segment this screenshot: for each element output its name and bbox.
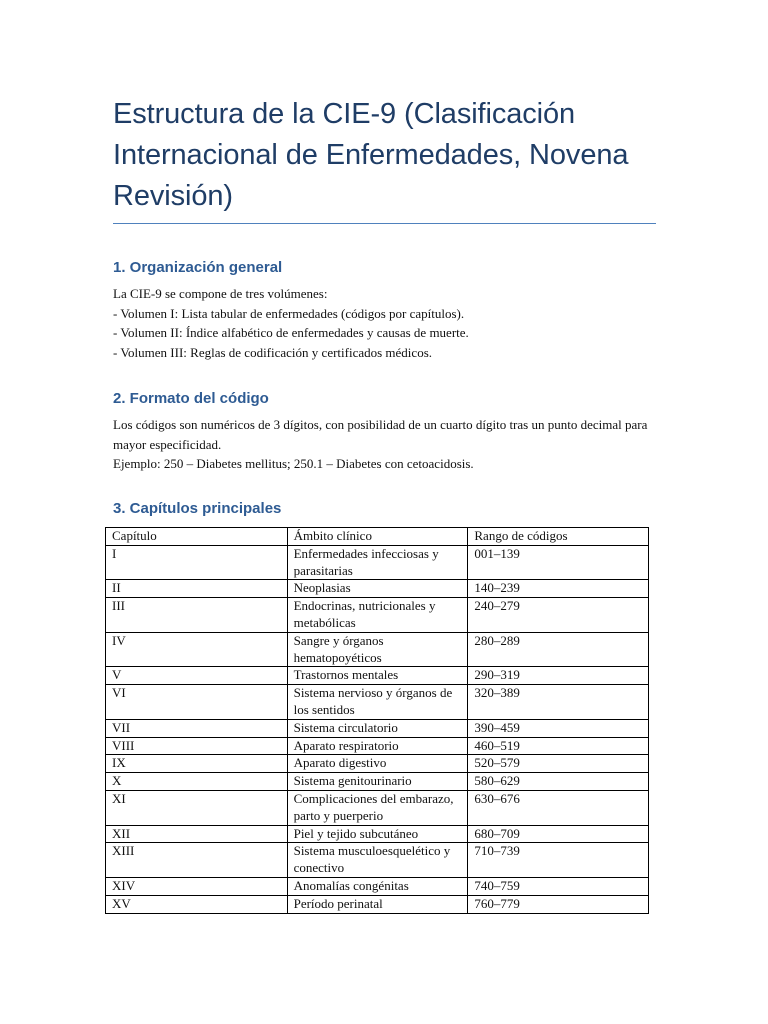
body-line: La CIE-9 se compone de tres volúmenes: [113,286,328,301]
code-range-cell: 001–139 [468,545,649,580]
scope-cell: Trastornos mentales [287,667,468,685]
code-range-cell: 290–319 [468,667,649,685]
table-row [106,755,649,773]
scope-cell: Piel y tejido subcutáneo [287,825,468,843]
title-underline [113,223,656,224]
document-page [113,0,656,519]
scope-cell: Neoplasias [287,580,468,598]
code-range-cell: 390–459 [468,719,649,737]
scope-cell: Período perinatal [287,895,468,913]
table-row [106,825,649,843]
table-header-row [106,528,649,546]
scope-cell: Sistema circulatorio [287,719,468,737]
scope-cell: Aparato digestivo [287,755,468,773]
scope-cell: Endocrinas, nutricionales y metabólicas [287,598,468,633]
code-range-cell: 680–709 [468,825,649,843]
table-row [106,545,649,580]
table-row [106,773,649,791]
column-header: Capítulo [106,528,288,546]
chapter-cell: XIV [106,877,288,895]
chapter-cell: V [106,667,288,685]
section-body-organizacion [113,284,656,362]
chapter-cell: XI [106,790,288,825]
table-row [106,632,649,667]
chapters-table-body [106,528,649,914]
chapter-cell: XII [106,825,288,843]
body-line: - Volumen I: Lista tabular de enfermedades (códigos por capítulos). [113,305,465,321]
chapter-cell: X [106,773,288,791]
table-row [106,790,649,825]
body-line: Los códigos son numéricos de 3 dígitos, con posibilidad de un cuarto dígito tras un punto decimal para mayor especificidad. [113,417,648,452]
scope-cell: Sangre y órganos hematopoyéticos [287,632,468,667]
scope-cell: Enfermedades infecciosas y parasitarias [287,545,468,580]
code-range-cell: 520–579 [468,755,649,773]
section-heading-formato: 2. Formato del código [113,390,269,407]
section-heading-capitulos: 3. Capítulos principales [113,499,282,517]
scope-cell: Sistema genitourinario [287,773,468,791]
chapter-cell: I [106,545,288,580]
scope-cell: Complicaciones del embarazo, parto y puerperio [287,790,468,825]
chapter-cell: XIII [106,843,288,878]
table-row [106,877,649,895]
table-row [106,895,649,913]
body-line: Ejemplo: 250 – Diabetes mellitus; 250.1 – Diabetes con cetoacidosis. [113,456,474,471]
code-range-cell: 580–629 [468,773,649,791]
chapter-cell: XV [106,895,288,913]
code-range-cell: 280–289 [468,632,649,667]
chapter-cell: VI [106,685,288,720]
code-range-cell: 710–739 [468,843,649,878]
table-row [106,685,649,720]
chapter-cell: VII [106,719,288,737]
code-range-cell: 240–279 [468,598,649,633]
scope-cell: Sistema nervioso y órganos de los sentidos [287,685,468,720]
chapter-cell: III [106,598,288,633]
table-row [106,719,649,737]
code-range-cell: 320–389 [468,685,649,720]
table-row [106,598,649,633]
code-range-cell: 140–239 [468,580,649,598]
column-header: Ámbito clínico [287,528,468,546]
section-body-formato [113,415,656,474]
chapter-cell: VIII [106,737,288,755]
column-header: Rango de códigos [468,528,649,546]
section-heading-organizacion: 1. Organización general [113,259,283,276]
scope-cell: Aparato respiratorio [287,737,468,755]
scope-cell: Anomalías congénitas [287,877,468,895]
body-line: - Volumen III: Reglas de codificación y certificados médicos. [113,344,433,360]
body-line: - Volumen II: Índice alfabético de enfermedades y causas de muerte. [113,325,469,340]
scope-cell: Sistema musculoesquelético y conectivo [287,843,468,878]
chapter-cell: IX [106,755,288,773]
code-range-cell: 740–759 [468,877,649,895]
code-range-cell: 460–519 [468,737,649,755]
table-row [106,843,649,878]
table-row [106,737,649,755]
document-title: Estructura de la CIE-9 (Clasificación Internacional de Enfermedades, Novena Revisión) [113,98,629,212]
code-range-cell: 760–779 [468,895,649,913]
chapters-table [105,527,649,914]
table-row [106,667,649,685]
chapter-cell: II [106,580,288,598]
table-row [106,580,649,598]
code-range-cell: 630–676 [468,790,649,825]
chapter-cell: IV [106,632,288,667]
